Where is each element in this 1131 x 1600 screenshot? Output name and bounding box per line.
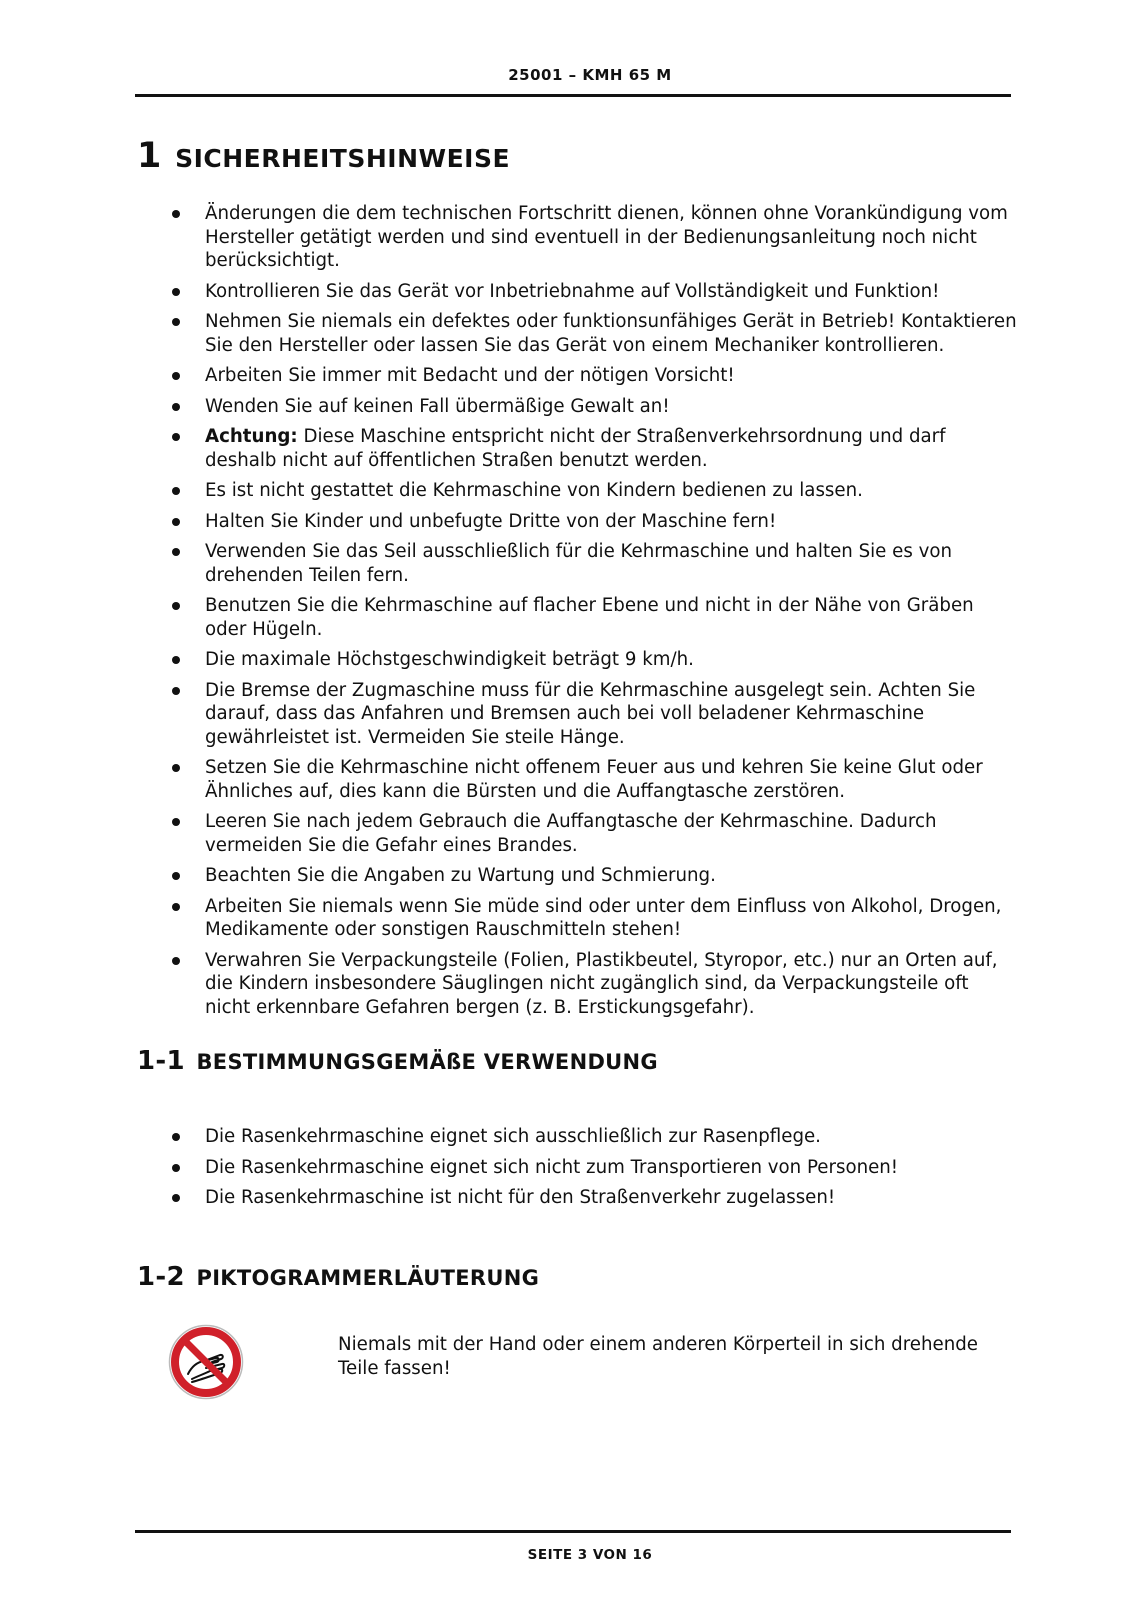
list-item-text: Es ist nicht gestattet die Kehrmaschine von Kindern bedienen zu lassen.: [205, 480, 863, 501]
list-item-text: Wenden Sie auf keinen Fall übermäßige Gewalt an!: [205, 395, 670, 417]
safety-list: [164, 202, 1019, 1026]
footer-rule: [135, 1530, 1011, 1533]
list-item: [164, 510, 1019, 534]
list-item-text: Verwahren Sie Verpackungsteile (Folien, Plastikbeutel, Styropor, etc.) nur an Orten auf, die Kindern insbesondere Säuglingen nicht zugänglich sind, da Verpackungsteile oft nicht erkennbare Gefahren bergen (z. B. Erstickungsgefahr).: [205, 949, 998, 1018]
section-number: 1: [137, 136, 162, 176]
list-item: [164, 395, 1019, 419]
list-item: [164, 479, 1019, 503]
list-item: [164, 202, 1019, 273]
list-item-text: Die Bremse der Zugmaschine muss für die Kehrmaschine ausgelegt sein. Achten Sie darauf, dass das Anfahren und Bremsen auch bei voll beladener Kehrmaschine gewährleistet ist. Vermeiden Sie steile Hänge.: [205, 679, 976, 748]
list-item: [164, 280, 1019, 304]
list-item: [164, 364, 1019, 388]
list-item-text: Leeren Sie nach jedem Gebrauch die Auffangtasche der Kehrmaschine. Dadurch vermeiden Sie die Gefahr eines Brandes.: [205, 811, 937, 856]
list-item-text: Arbeiten Sie immer mit Bedacht und der nötigen Vorsicht!: [205, 365, 735, 386]
subsection-heading-intended-use: [137, 1046, 658, 1076]
list-item: [164, 594, 1019, 641]
list-item: [164, 810, 1019, 857]
list-item: [164, 864, 1019, 888]
list-item: [164, 540, 1019, 587]
list-item: Die Rasenkehrmaschine eignet sich nicht zum Transportieren von Personen!: [164, 1156, 1019, 1180]
list-item-text: Benutzen Sie die Kehrmaschine auf flacher Ebene und nicht in der Nähe von Gräben oder Hügeln.: [205, 595, 974, 640]
list-item: [164, 949, 1019, 1020]
list-item-text: Halten Sie Kinder und unbefugte Dritte von der Maschine fern!: [205, 510, 777, 532]
subsection-number: 1-1: [137, 1046, 185, 1076]
list-item-text: Kontrollieren Sie das Gerät vor Inbetriebnahme auf Vollständigkeit und Funktion!: [205, 280, 940, 302]
list-item: Die Rasenkehrmaschine eignet sich ausschließlich zur Rasenpflege.: [164, 1125, 1019, 1149]
subsection-heading-pictograms: [137, 1262, 539, 1292]
pictogram-description: Niemals mit der Hand oder einem anderen Körperteil in sich drehende Teile fassen!: [338, 1334, 978, 1379]
prohibition-hand-icon: [168, 1324, 244, 1400]
list-item-text: Arbeiten Sie niemals wenn Sie müde sind oder unter dem Einfluss von Alkohol, Drogen, Medikamente oder sonstigen Rauschmitteln stehen!: [205, 895, 1002, 940]
list-item-text: Beachten Sie die Angaben zu Wartung und Schmierung.: [205, 865, 716, 886]
document-header-title: 25001 – KMH 65 M: [508, 66, 672, 84]
list-item-text: Änderungen die dem technischen Fortschritt dienen, können ohne Vorankündigung vom Hersteller getätigt werden und sind eventuell in der Bedienungsanleitung noch nicht berücksichtigt.: [205, 203, 1008, 271]
section-title: SICHERHEITSHINWEISE: [175, 144, 511, 173]
subsection-title: PIKTOGRAMMERLÄUTERUNG: [196, 1266, 540, 1290]
section-heading-safety: [137, 136, 510, 176]
list-item: [164, 310, 1019, 357]
list-item: [164, 679, 1019, 750]
list-item: [164, 425, 1019, 472]
header-rule: [135, 94, 1011, 97]
list-item: [164, 895, 1019, 942]
subsection-number: 1-2: [137, 1262, 185, 1292]
warning-label: Achtung:: [205, 426, 298, 447]
list-item-text: Setzen Sie die Kehrmaschine nicht offenem Feuer aus und kehren Sie keine Glut oder Ähnliches auf, dies kann die Bürsten und die Auffangtasche zerstören.: [205, 757, 983, 802]
list-item-text: Die maximale Höchstgeschwindigkeit beträgt 9 km/h.: [205, 649, 694, 670]
list-item-text: Diese Maschine entspricht nicht der Straßenverkehrsordnung und darf deshalb nicht auf öffentlichen Straßen benutzt werden.: [205, 426, 946, 471]
list-item-text: Verwenden Sie das Seil ausschließlich für die Kehrmaschine und halten Sie es von drehenden Teilen fern.: [205, 541, 953, 586]
subsection-title: BESTIMMUNGSGEMÄßE VERWENDUNG: [196, 1050, 658, 1074]
list-item: Die Rasenkehrmaschine ist nicht für den Straßenverkehr zugelassen!: [164, 1186, 1019, 1210]
page-number: SEITE 3 VON 16: [527, 1547, 653, 1563]
intended-use-list: [164, 1125, 1019, 1217]
list-item-text: Nehmen Sie niemals ein defektes oder funktionsunfähiges Gerät in Betrieb! Kontaktieren Sie den Hersteller oder lassen Sie das Gerät von einem Mechaniker kontrollieren.: [205, 311, 1017, 356]
list-item: [164, 648, 1019, 672]
list-item: [164, 756, 1019, 803]
